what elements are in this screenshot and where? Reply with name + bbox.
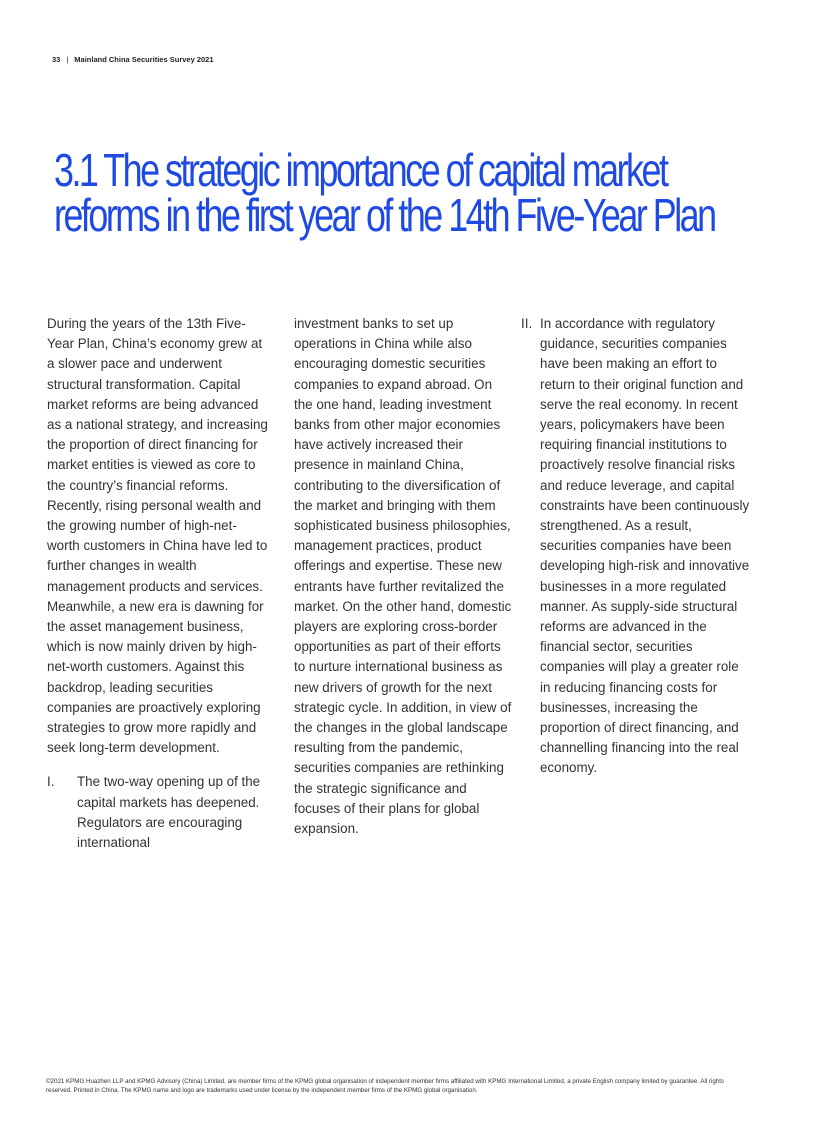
section-title-line-2: reforms in the first year of the 14th Five-Year Plan (54, 189, 715, 241)
intro-paragraph: During the years of the 13th Five-Year Plan, China’s economy grew at a slower pace and underwent structural transformation. Capital market reforms are being advanced as a national strategy, and increasing the proportion of direct financing for market entities is viewed as core to the country’s financial reforms. Recently, rising personal wealth and the growing number of high-net-worth customers in China have led to further changes in wealth management products and services. Meanwhile, a new era is dawning for the asset management business, which is now mainly driven by high-net-worth customers. Against this backdrop, leading securities companies are proactively exploring strategies to grow more rapidly and seek long-term development. (47, 316, 268, 756)
list-item-1 (47, 772, 269, 853)
page-number: 33 (52, 55, 61, 64)
section-title (54, 144, 756, 241)
page-header (52, 55, 214, 64)
list-item-2 (521, 314, 751, 779)
list-item-2-number: II. (521, 316, 533, 331)
list-item-2-text: In accordance with regulatory guidance, securities companies have been making an effort to return to their original function and serve the real economy. In recent years, policymakers have been requiring financial institutions to proactively resolve financial risks and reduce leverage, and capital constraints have been continuously strengthened. As a result, securities companies have been developing high-risk and innovative businesses in a more regulated manner. As supply-side structural reforms are advanced in the financial sector, securities companies will play a greater role in reducing financing costs for businesses, increasing the proportion of direct financing, and channelling financing into the real economy. (540, 316, 750, 776)
header-separator: | (66, 55, 69, 64)
list-item-1-number: I. (47, 774, 55, 790)
copyright-footer: ©2021 KPMG Huazhen LLP and KPMG Advisory (China) Limited, are member firms of the KPMG global organisation of independent member firms affiliated with KPMG International Limited, a private English company limited by guarantee. All rights reserved. Printed in China. The KPMG name and logo are trademarks used under license by the independent member firms of the KPMG global organisation. (46, 1078, 725, 1094)
text-column-2 (294, 314, 512, 839)
section-title-line-1: 3.1 The strategic importance of capital market (54, 144, 667, 196)
publication-title: Mainland China Securities Survey 2021 (74, 55, 214, 64)
continuation-paragraph: investment banks to set up operations in China while also encouraging domestic securities companies to expand abroad. On the one hand, leading investment banks from other major economies have actively increased their presence in mainland China, contributing to the diversification of the market and bringing with them sophisticated business philosophies, management practices, product offerings and expertise. These new entrants have further revitalized the market. On the other hand, domestic players are exploring cross-border opportunities as part of their efforts to nurture international business as new drivers of growth for the next strategic cycle. In addition, in view of the changes in the global landscape resulting from the pandemic, securities companies are rethinking the strategic significance and focuses of their plans for global expansion. (294, 316, 512, 837)
text-column-3 (521, 314, 751, 779)
list-item-1-text: The two-way opening up of the capital markets has deepened. Regulators are encouraging international (77, 774, 261, 851)
text-column-1 (47, 314, 269, 853)
